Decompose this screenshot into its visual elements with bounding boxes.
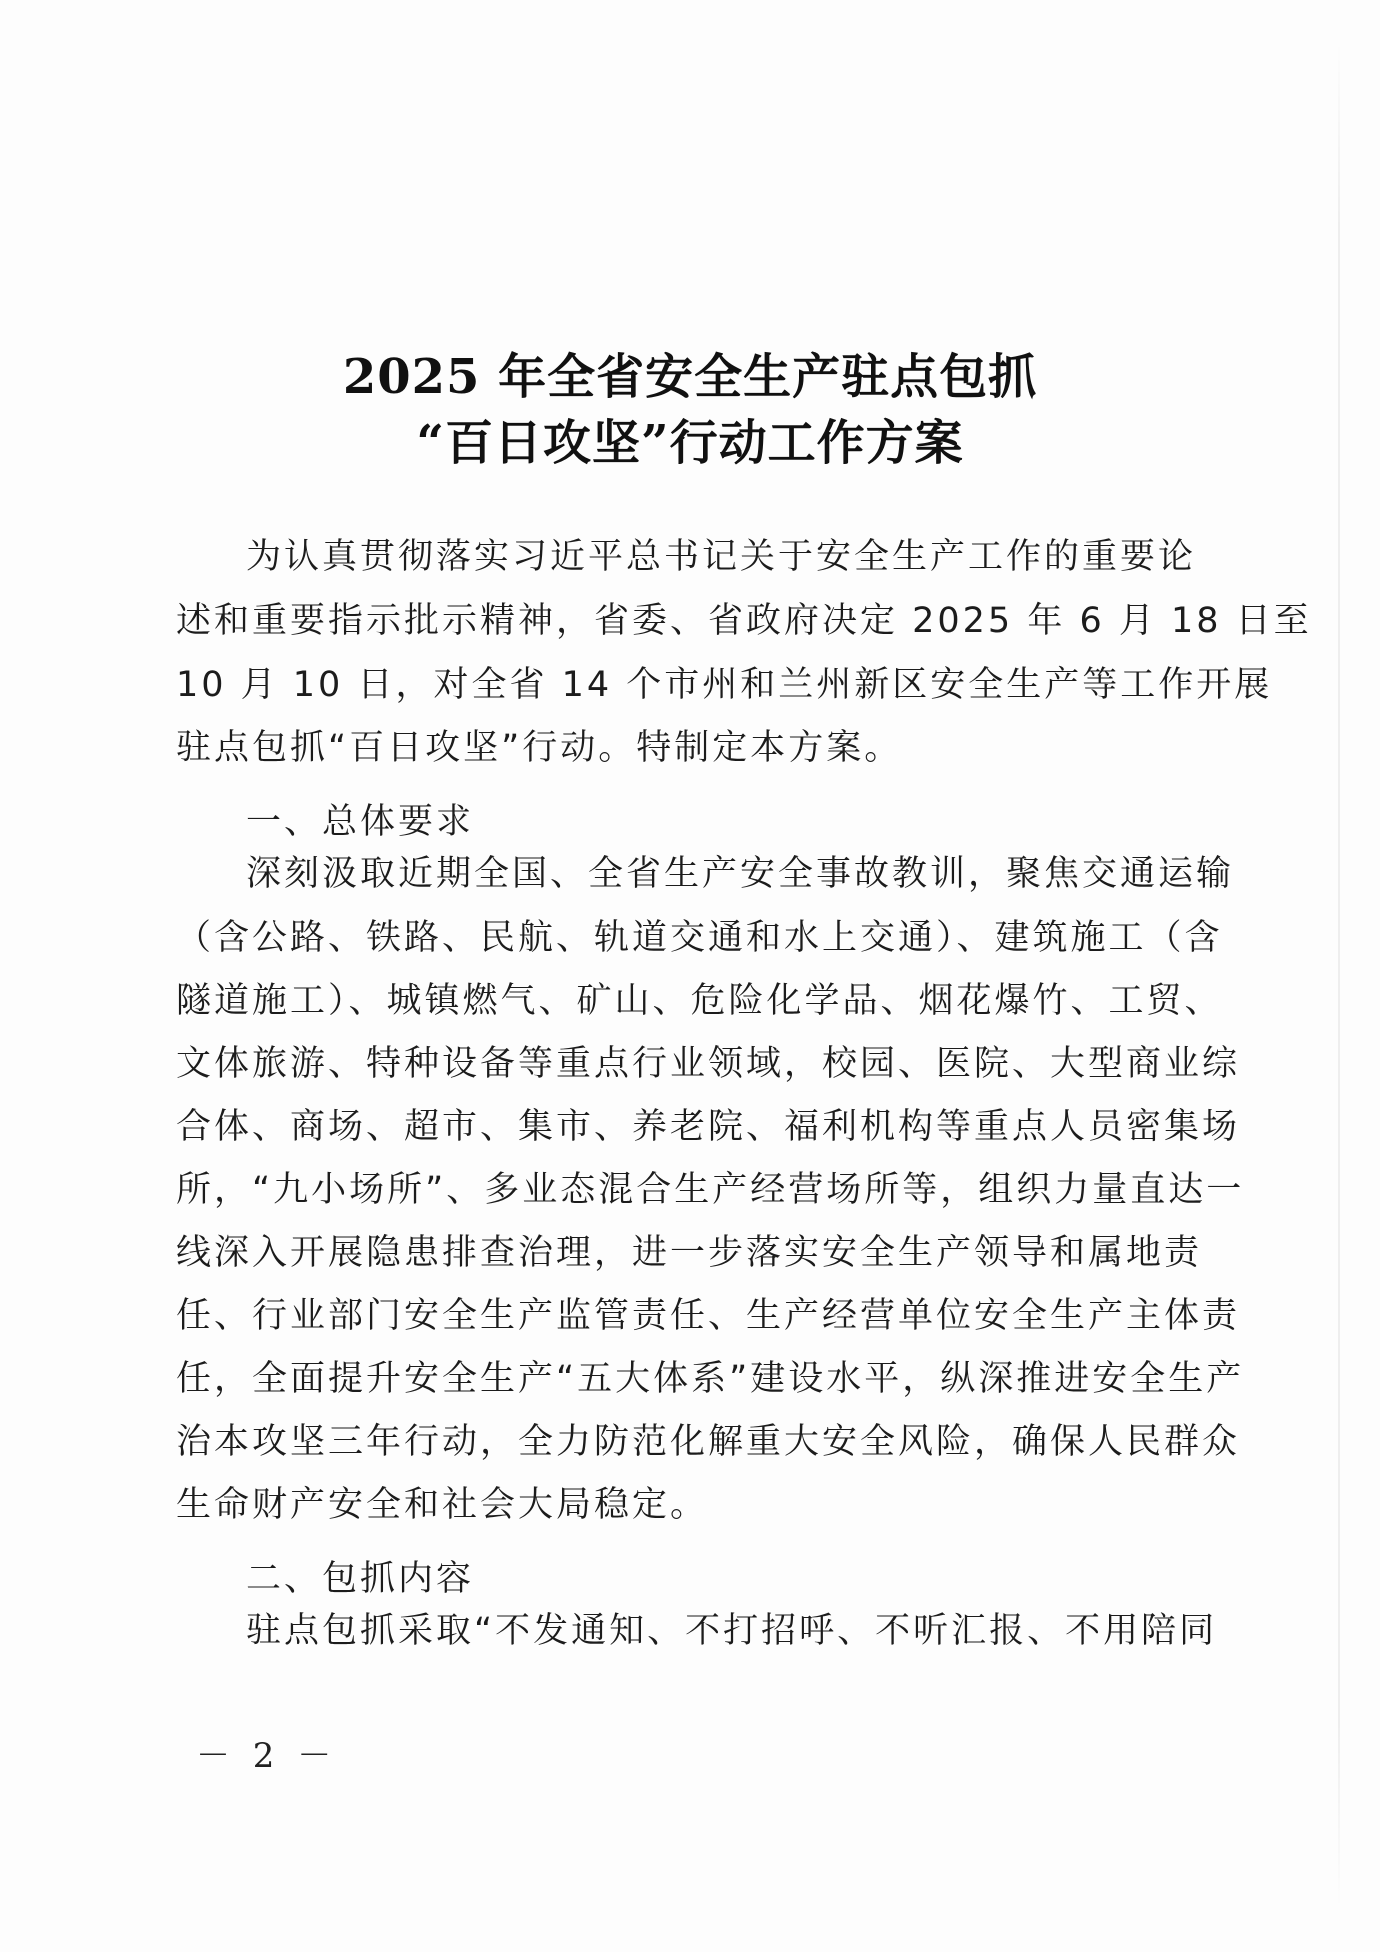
section1-line-5: 合体、商场、超市、集市、养老院、福利机构等重点人员密集场	[176, 1107, 1241, 1147]
section1-line-11: 生命财产安全和社会大局稳定。	[176, 1485, 709, 1525]
section1-line-8: 任、行业部门安全生产监管责任、生产经营单位安全生产主体责	[176, 1296, 1241, 1336]
section1-line-2: （含公路、铁路、民航、轨道交通和水上交通）、建筑施工（含	[176, 918, 1223, 958]
document-title-line2: “百日攻坚”行动工作方案	[416, 415, 964, 471]
intro-line-4: 驻点包抓“百日攻坚”行动。特制定本方案。	[176, 728, 903, 768]
document-title-line1: 2025 年全省安全生产驻点包抓	[342, 349, 1038, 405]
section1-line-9: 任，全面提升安全生产“五大体系”建设水平，纵深推进安全生产	[176, 1359, 1245, 1399]
scan-edge-line	[1338, 40, 1340, 1910]
page-number: － 2 －	[196, 1736, 338, 1776]
intro-line-3: 10 月 10 日，对全省 14 个市州和兰州新区安全生产等工作开展	[176, 665, 1273, 705]
section1-line-3: 隧道施工）、城镇燃气、矿山、危险化学品、烟花爆竹、工贸、	[176, 981, 1223, 1021]
intro-line-1: 为认真贯彻落实习近平总书记关于安全生产工作的重要论	[246, 537, 1197, 577]
section1-line-1: 深刻汲取近期全国、全省生产安全事故教训，聚焦交通运输	[246, 854, 1235, 894]
section1-line-6: 所，“九小场所”、多业态混合生产经营场所等，组织力量直达一	[176, 1170, 1245, 1210]
section1-heading: 一、总体要求	[246, 802, 475, 842]
section1-line-7: 线深入开展隐患排查治理，进一步落实安全生产领导和属地责	[176, 1233, 1203, 1273]
section1-line-4: 文体旅游、特种设备等重点行业领域，校园、医院、大型商业综	[176, 1044, 1241, 1084]
intro-line-2: 述和重要指示批示精神，省委、省政府决定 2025 年 6 月 18 日至	[176, 601, 1312, 641]
section2-heading: 二、包抓内容	[246, 1559, 475, 1599]
section1-line-10: 治本攻坚三年行动，全力防范化解重大安全风险，确保人民群众	[176, 1422, 1241, 1462]
section2-line-1: 驻点包抓采取“不发通知、不打招呼、不听汇报、不用陪同	[246, 1611, 1218, 1651]
